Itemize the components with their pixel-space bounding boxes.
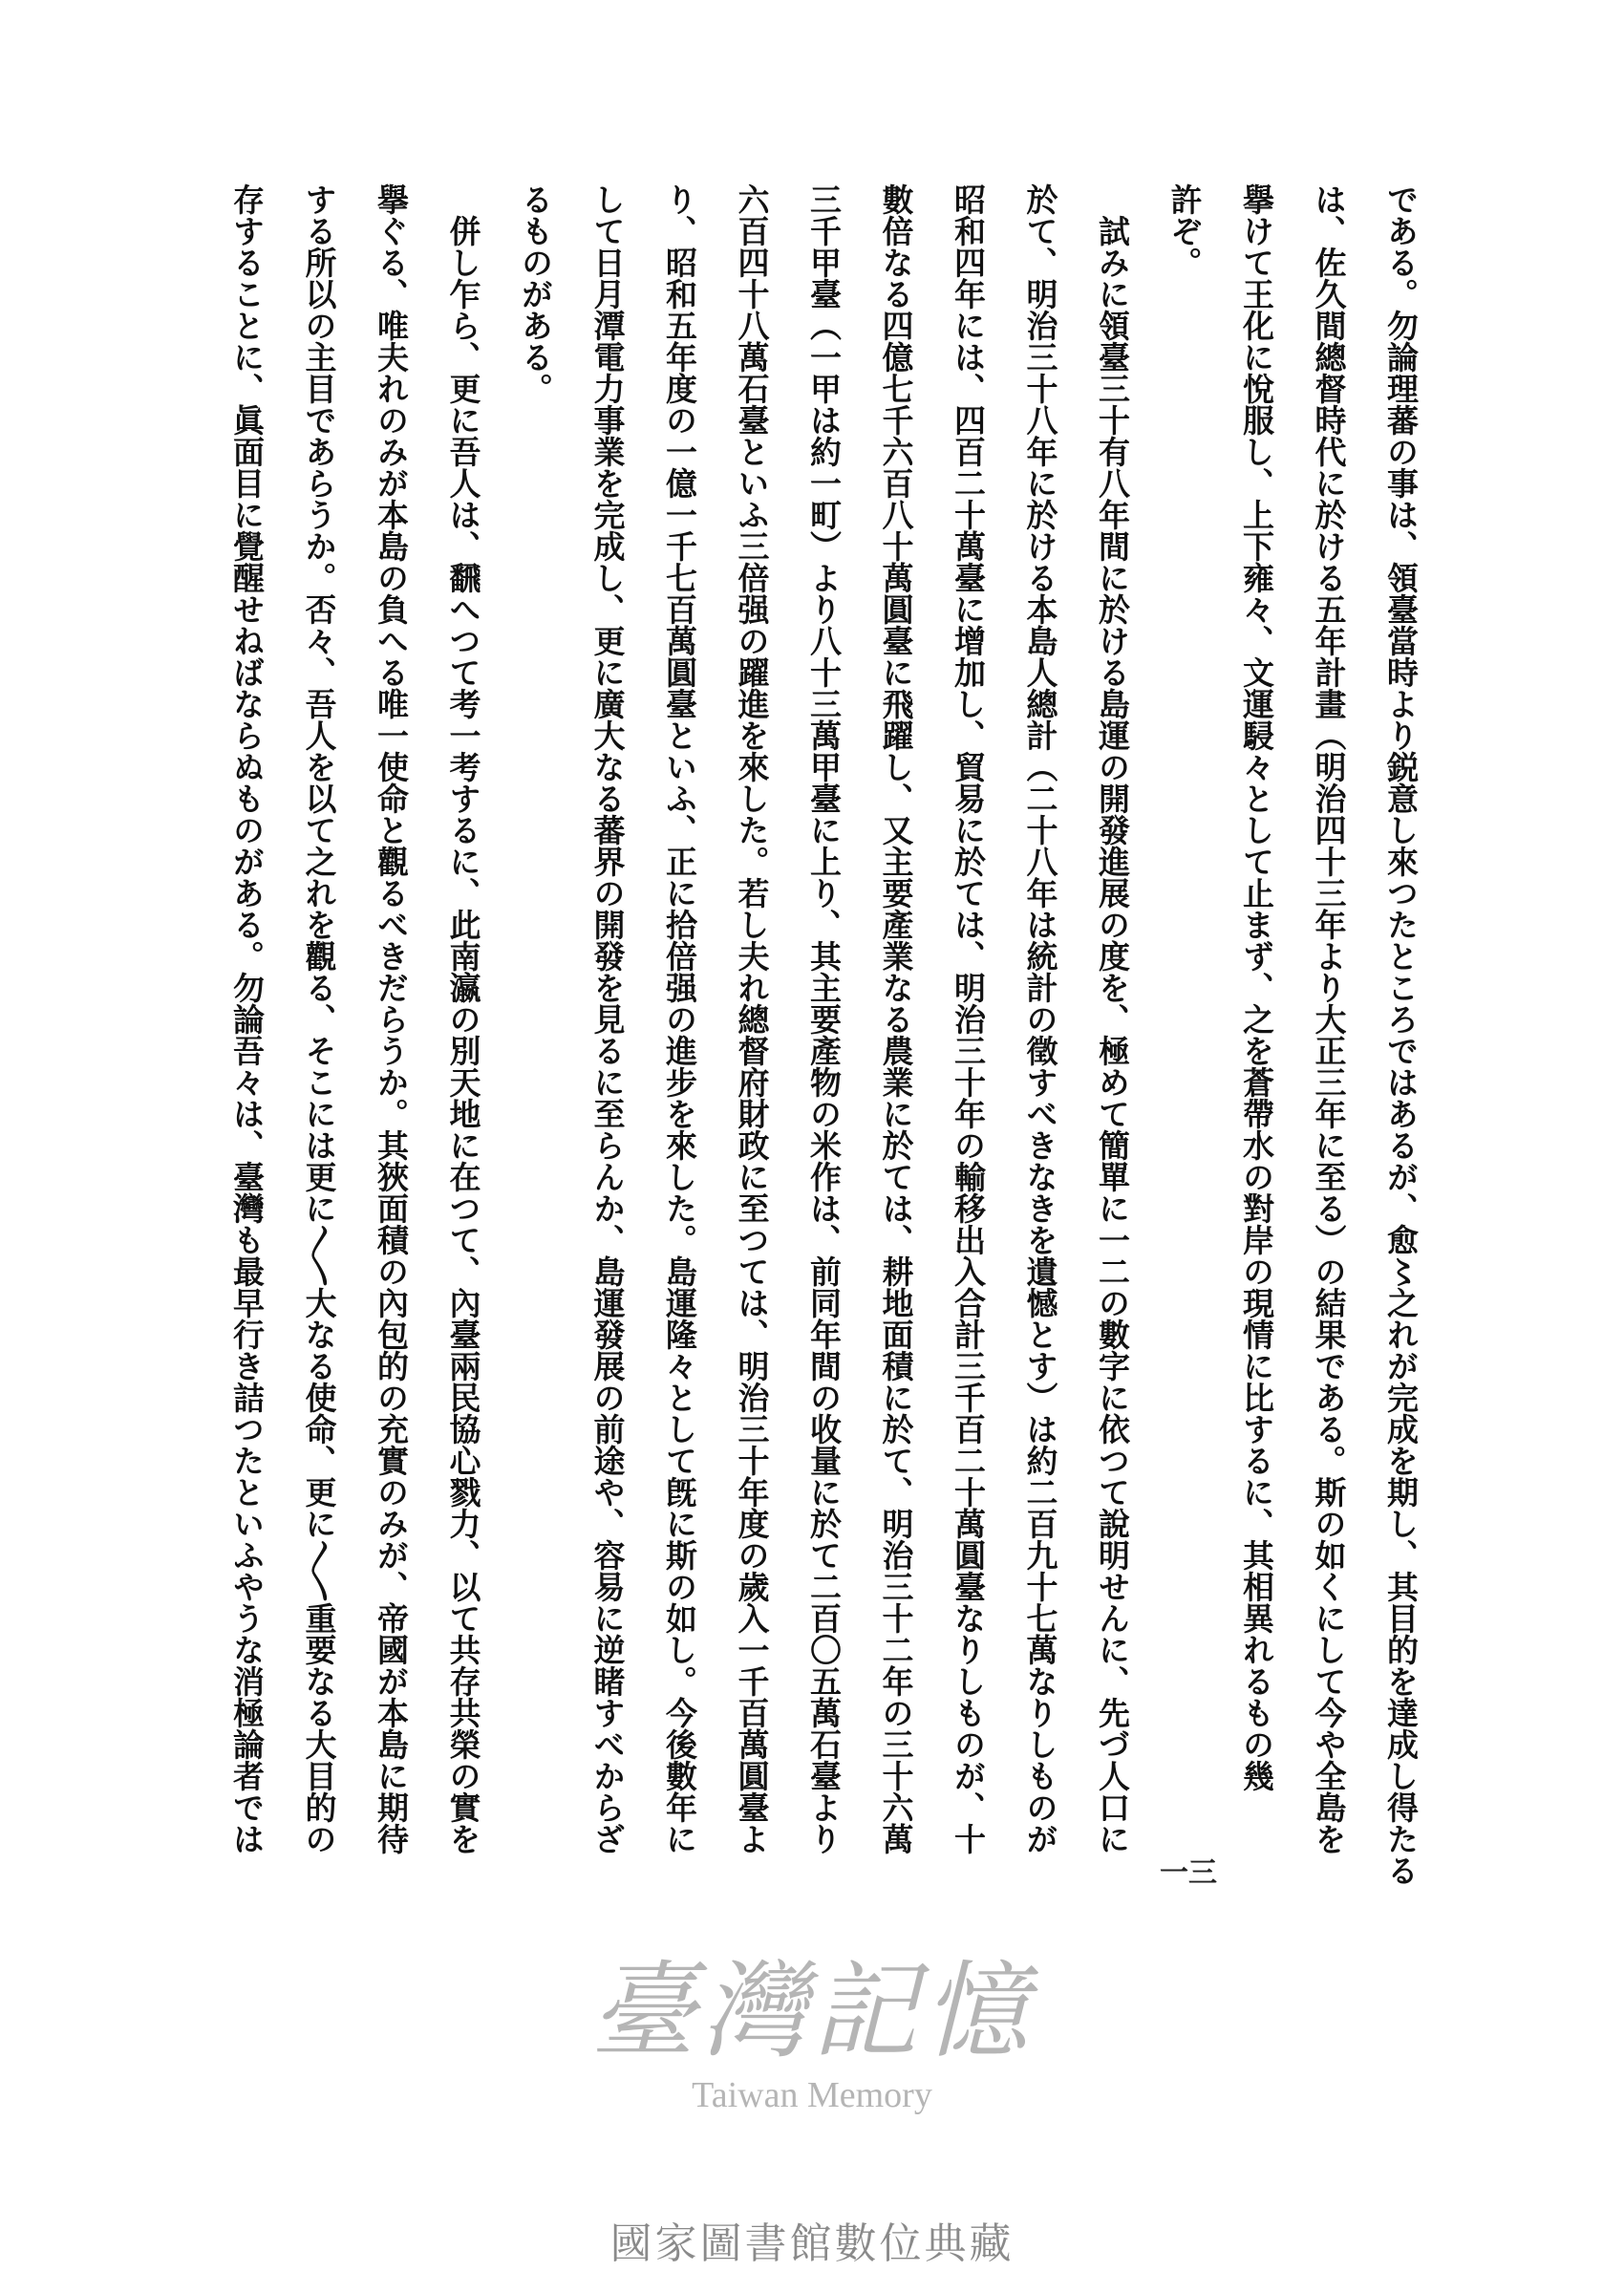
text-column: 昭和四年には、四百二十萬臺に增加し、貿易に於ては、明治三十年の輸移出入合計三千百二十萬圓臺なりしものが、十 <box>950 183 987 1854</box>
text-column: 許ぞ。 <box>1165 183 1204 278</box>
text-column: である。勿論理蕃の事は、領臺當時より鋭意し來つたところではあるが、愈〻之れが完成を期し、其目的を達成し得たる <box>1382 183 1420 1886</box>
text-column: 擧ぐる、唯夫れのみが本島の負へる唯一使命と觀るべきだらうか。其狹面積の內包的の充實のみが、帝國が本島に期待 <box>373 183 410 1854</box>
text-column: るものがある。 <box>517 183 554 404</box>
paragraph-start-column: 併し乍ら、更に吾人は、飜へつて考一考するに、此南瀛の別天地に在つて、內臺兩民協心戮力、以て共存共榮の實を <box>444 215 482 1854</box>
text-column: 於て、明治三十八年に於ける本島人總計（二十八年は統計の徵すべきなきを遺憾とす）は約二百九十七萬なりしものが <box>1021 183 1059 1854</box>
text-column: 擧けて王化に悅服し、上下雍々、文運駸々として止まず、之を蒼帶水の對岸の現情に比するに、其相異れるもの幾 <box>1238 183 1275 1791</box>
watermark-chinese: 臺灣記憶 <box>590 1950 1034 2072</box>
text-column: 數倍なる四億七千六百八十萬圓臺に飛躍し、又主要產業なる農業に於ては、耕地面積に於て、明治三十二年の三十六萬 <box>877 183 915 1854</box>
text-column: は、佐久間總督時代に於ける五年計畫（明治四十三年より大正三年に至る）の結果である。斯の如くにして今や全島を <box>1310 183 1348 1854</box>
text-column: 存することに、眞面目に覺醒せねばならぬものがある。勿論吾々は、臺灣も最早行き詰つたといふやうな消極論者では <box>228 183 266 1854</box>
text-column: 三千甲臺（一甲は約一町）より八十三萬甲臺に上り、其主要產物の米作は、前同年間の收量に於て二百〇五萬石臺より <box>805 183 843 1854</box>
taiwan-memory-watermark <box>583 1949 1041 2117</box>
body-text <box>211 183 1438 1894</box>
text-column: り、昭和五年度の一億一千七百萬圓臺といふ、正に拾倍强の進步を來した。島運隆々として旣に斯の如し。今後數年に <box>661 183 698 1854</box>
page-number: 一三 <box>1160 1856 1217 1890</box>
text-column: して日月潭電力事業を完成し、更に廣大なる蕃界の開發を見るに至らんか、島運發展の前途や、容易に逆睹すべからざ <box>588 183 627 1854</box>
archive-footer: 國家圖書館數位典藏 <box>609 2219 1015 2268</box>
text-column: する所以の主目であらうか。否々、吾人を以て之れを觀る、そこには更に〱大なる使命、更に〱重要なる大目的の <box>300 183 338 1854</box>
paragraph-start-column: 試みに領臺三十有八年間に於ける島運の開發進展の度を、極めて簡單に一二の數字に依つて說明せんに、先づ人口に <box>1094 215 1131 1854</box>
text-column: 六百四十八萬石臺といふ三倍强の躍進を來した。若し夫れ總督府財政に至つては、明治三十年度の歲入一千百萬圓臺よ <box>733 183 771 1854</box>
watermark-english: Taiwan Memory <box>692 2075 932 2115</box>
